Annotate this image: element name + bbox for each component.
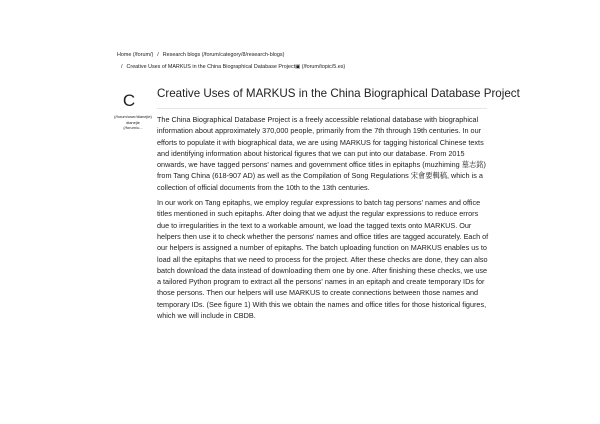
post-body [157,114,489,325]
page-title: Creative Uses of MARKUS in the China Biographical Database Project [157,87,520,100]
user-link-truncated[interactable]: (/forum/u... [123,125,143,130]
breadcrumb-topic-link[interactable]: Creative Uses of MARKUS in the China Biographical Database Project▣ (/forum/topic/5.es) [126,64,346,70]
breadcrumb-separator: / [157,52,159,58]
breadcrumb [117,49,345,73]
post-author[interactable] [113,114,153,131]
breadcrumb-category-link[interactable]: Research blogs (/forum/category/8/research-blogs) [162,52,285,58]
avatar[interactable]: C [122,91,136,110]
breadcrumb-home-link[interactable]: Home (/forum/) [117,52,154,58]
user-link[interactable]: (/forum/user/dianejie) [114,114,152,119]
post-paragraph: The China Biographical Database Project is a freely accessible relational database with biographical information about approximately 370,000 people, primarily from the 7th through 19th centuries. In our efforts to populate it with biographical data, we are using MARKUS for tagging historical Chinese texts and identifying information about historical figures that we can put into our database. From 2015 onwards, we have tagged persons' names and government office titles in epitaphs (muzhiming 墓志銘) from Tang China (618-907 AD) as well as the Compilation of Song Regulations 宋會要輯稿, which is a collection of official documents from the 10th to the 13th centuries. [157,115,486,192]
post-paragraph: In our work on Tang epitaphs, we employ regular expressions to batch tag persons' names and office titles mentioned in such epitaphs. After doing that we adjust the regular expressions to reduce errors due to irregularities in the text to a workable amount, we load the tagged texts onto MARKUS. Our helpers then use it to check whether the persons' names and office titles are tagged accurately. Each of our helpers is assigned a number of epitaphs. The batch uploading function on MARKUS enables us to load all the epitaphs that we need to process for the project. After these checks are done, they can also batch download the data instead of downloading them one by one. After finishing these checks, we use a tailored Python program to extract all the persons' names in an epitaph and create temporary IDs for those persons. Then our helpers will use MARKUS to create connections between those names and temporary IDs. (See figure 1) With this we obtain the names and office titles for those historical figures, which we will include in CBDB. [157,198,489,321]
breadcrumb-separator: / [121,64,123,70]
username[interactable]: dianejie [126,119,140,125]
divider [157,108,487,109]
